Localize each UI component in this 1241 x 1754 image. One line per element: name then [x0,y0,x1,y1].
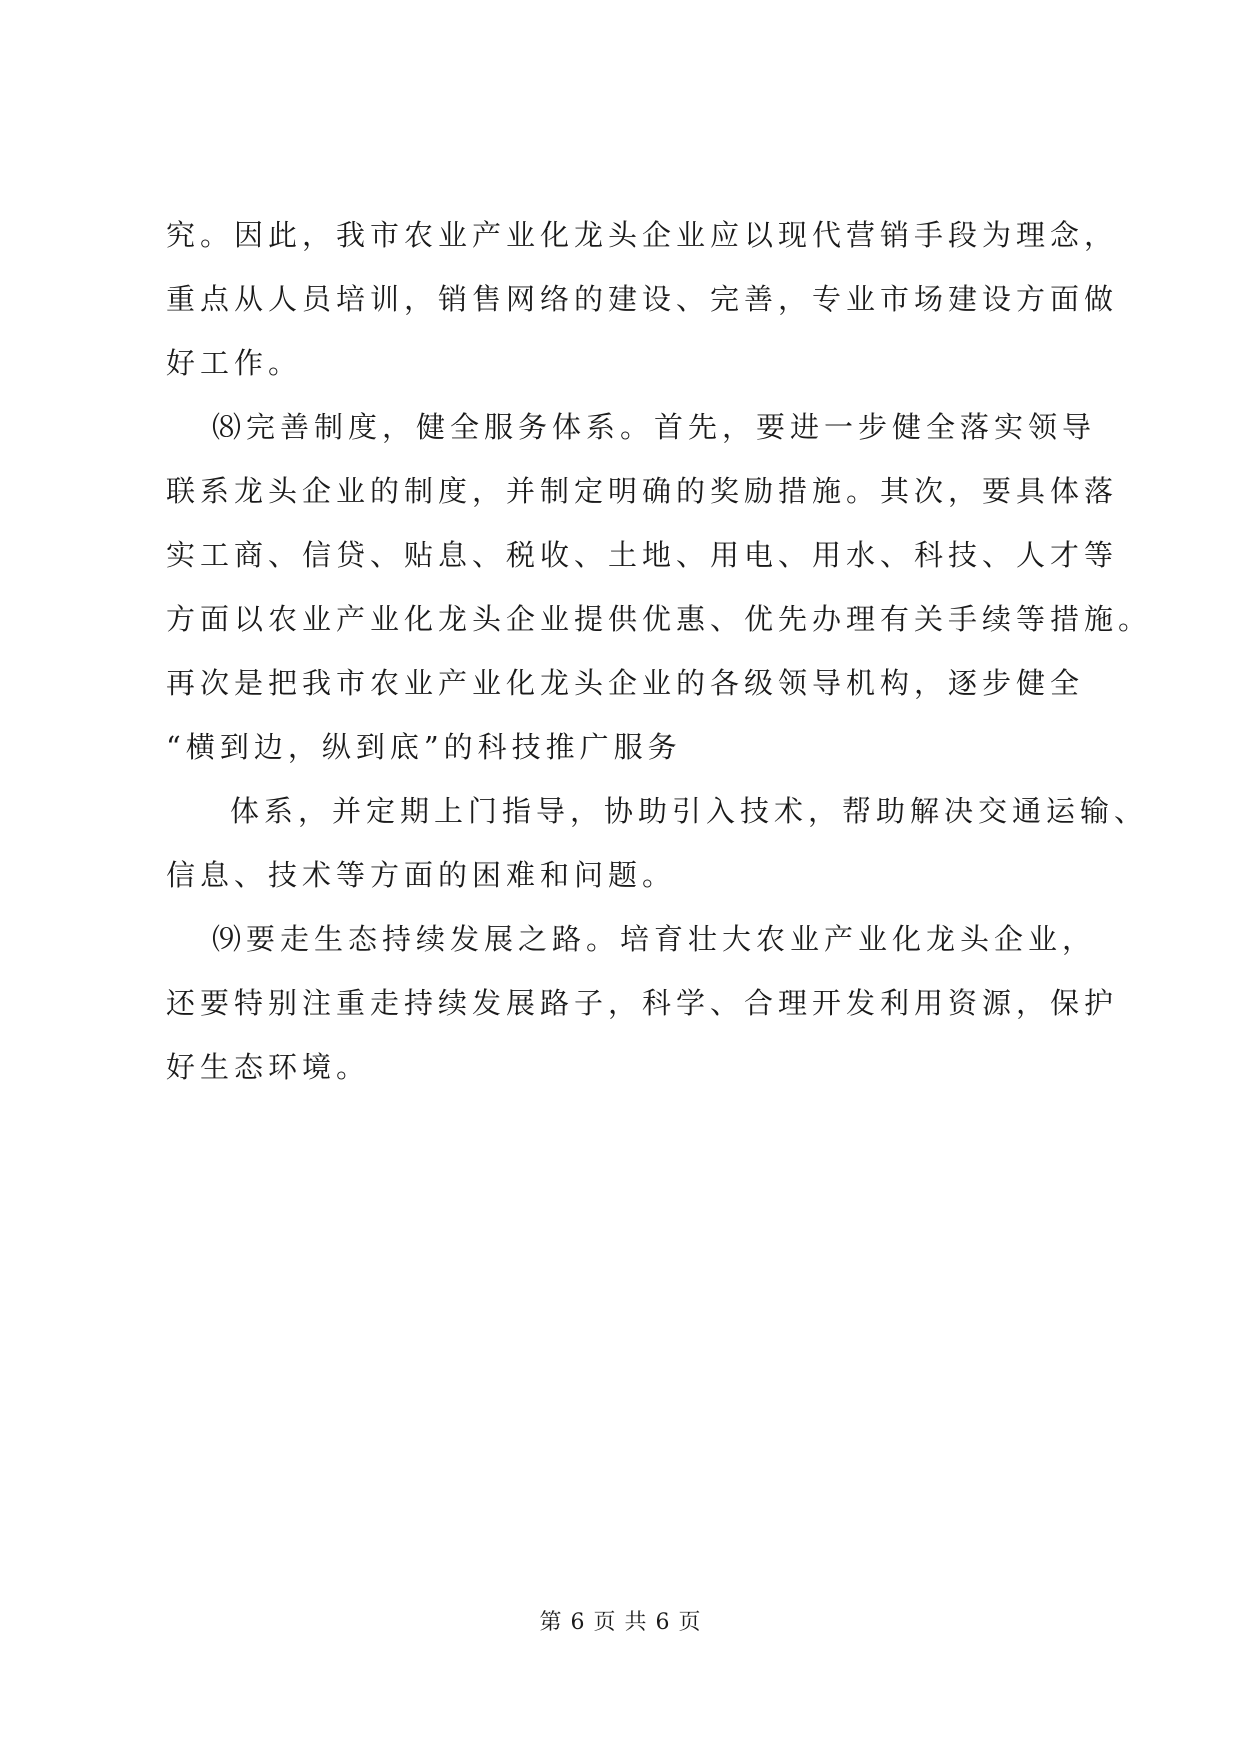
page-number-label: 第 6 页 共 6 页 [539,1610,702,1635]
paragraph-9-start: ⑼要走生态持续发展之路。培育壮大农业产业化龙头企业， [212,922,1097,956]
text-line: “横到边，纵到底”的科技推广服务 [166,730,682,764]
document-body [166,203,1153,1099]
text-line: 信息、技术等方面的困难和问题。 [166,858,677,892]
text-line: 重点从人员培训，销售网络的建设、完善，专业市场建设方面做 [166,282,1119,316]
text-line: 究。因此，我市农业产业化龙头企业应以现代营销手段为理念， [166,218,1119,252]
page-footer [0,1608,1241,1638]
text-line: 还要特别注重走持续发展路子，科学、合理开发利用资源，保护 [166,986,1119,1020]
paragraph-8-start: ⑻完善制度，健全服务体系。首先，要进一步健全落实领导 [212,410,1097,444]
text-line: 再次是把我市农业产业化龙头企业的各级领导机构，逐步健全 [166,666,1085,700]
paragraph-continuation: 体系，并定期上门指导，协助引入技术，帮助解决交通运输、 [230,794,1149,828]
text-line: 方面以农业产业化龙头企业提供优惠、优先办理有关手续等措施。 [166,602,1153,636]
text-line: 联系龙头企业的制度，并制定明确的奖励措施。其次，要具体落 [166,474,1119,508]
text-line: 好生态环境。 [166,1050,371,1084]
text-line: 实工商、信贷、贴息、税收、土地、用电、用水、科技、人才等 [166,538,1119,572]
text-line: 好工作。 [166,346,303,380]
